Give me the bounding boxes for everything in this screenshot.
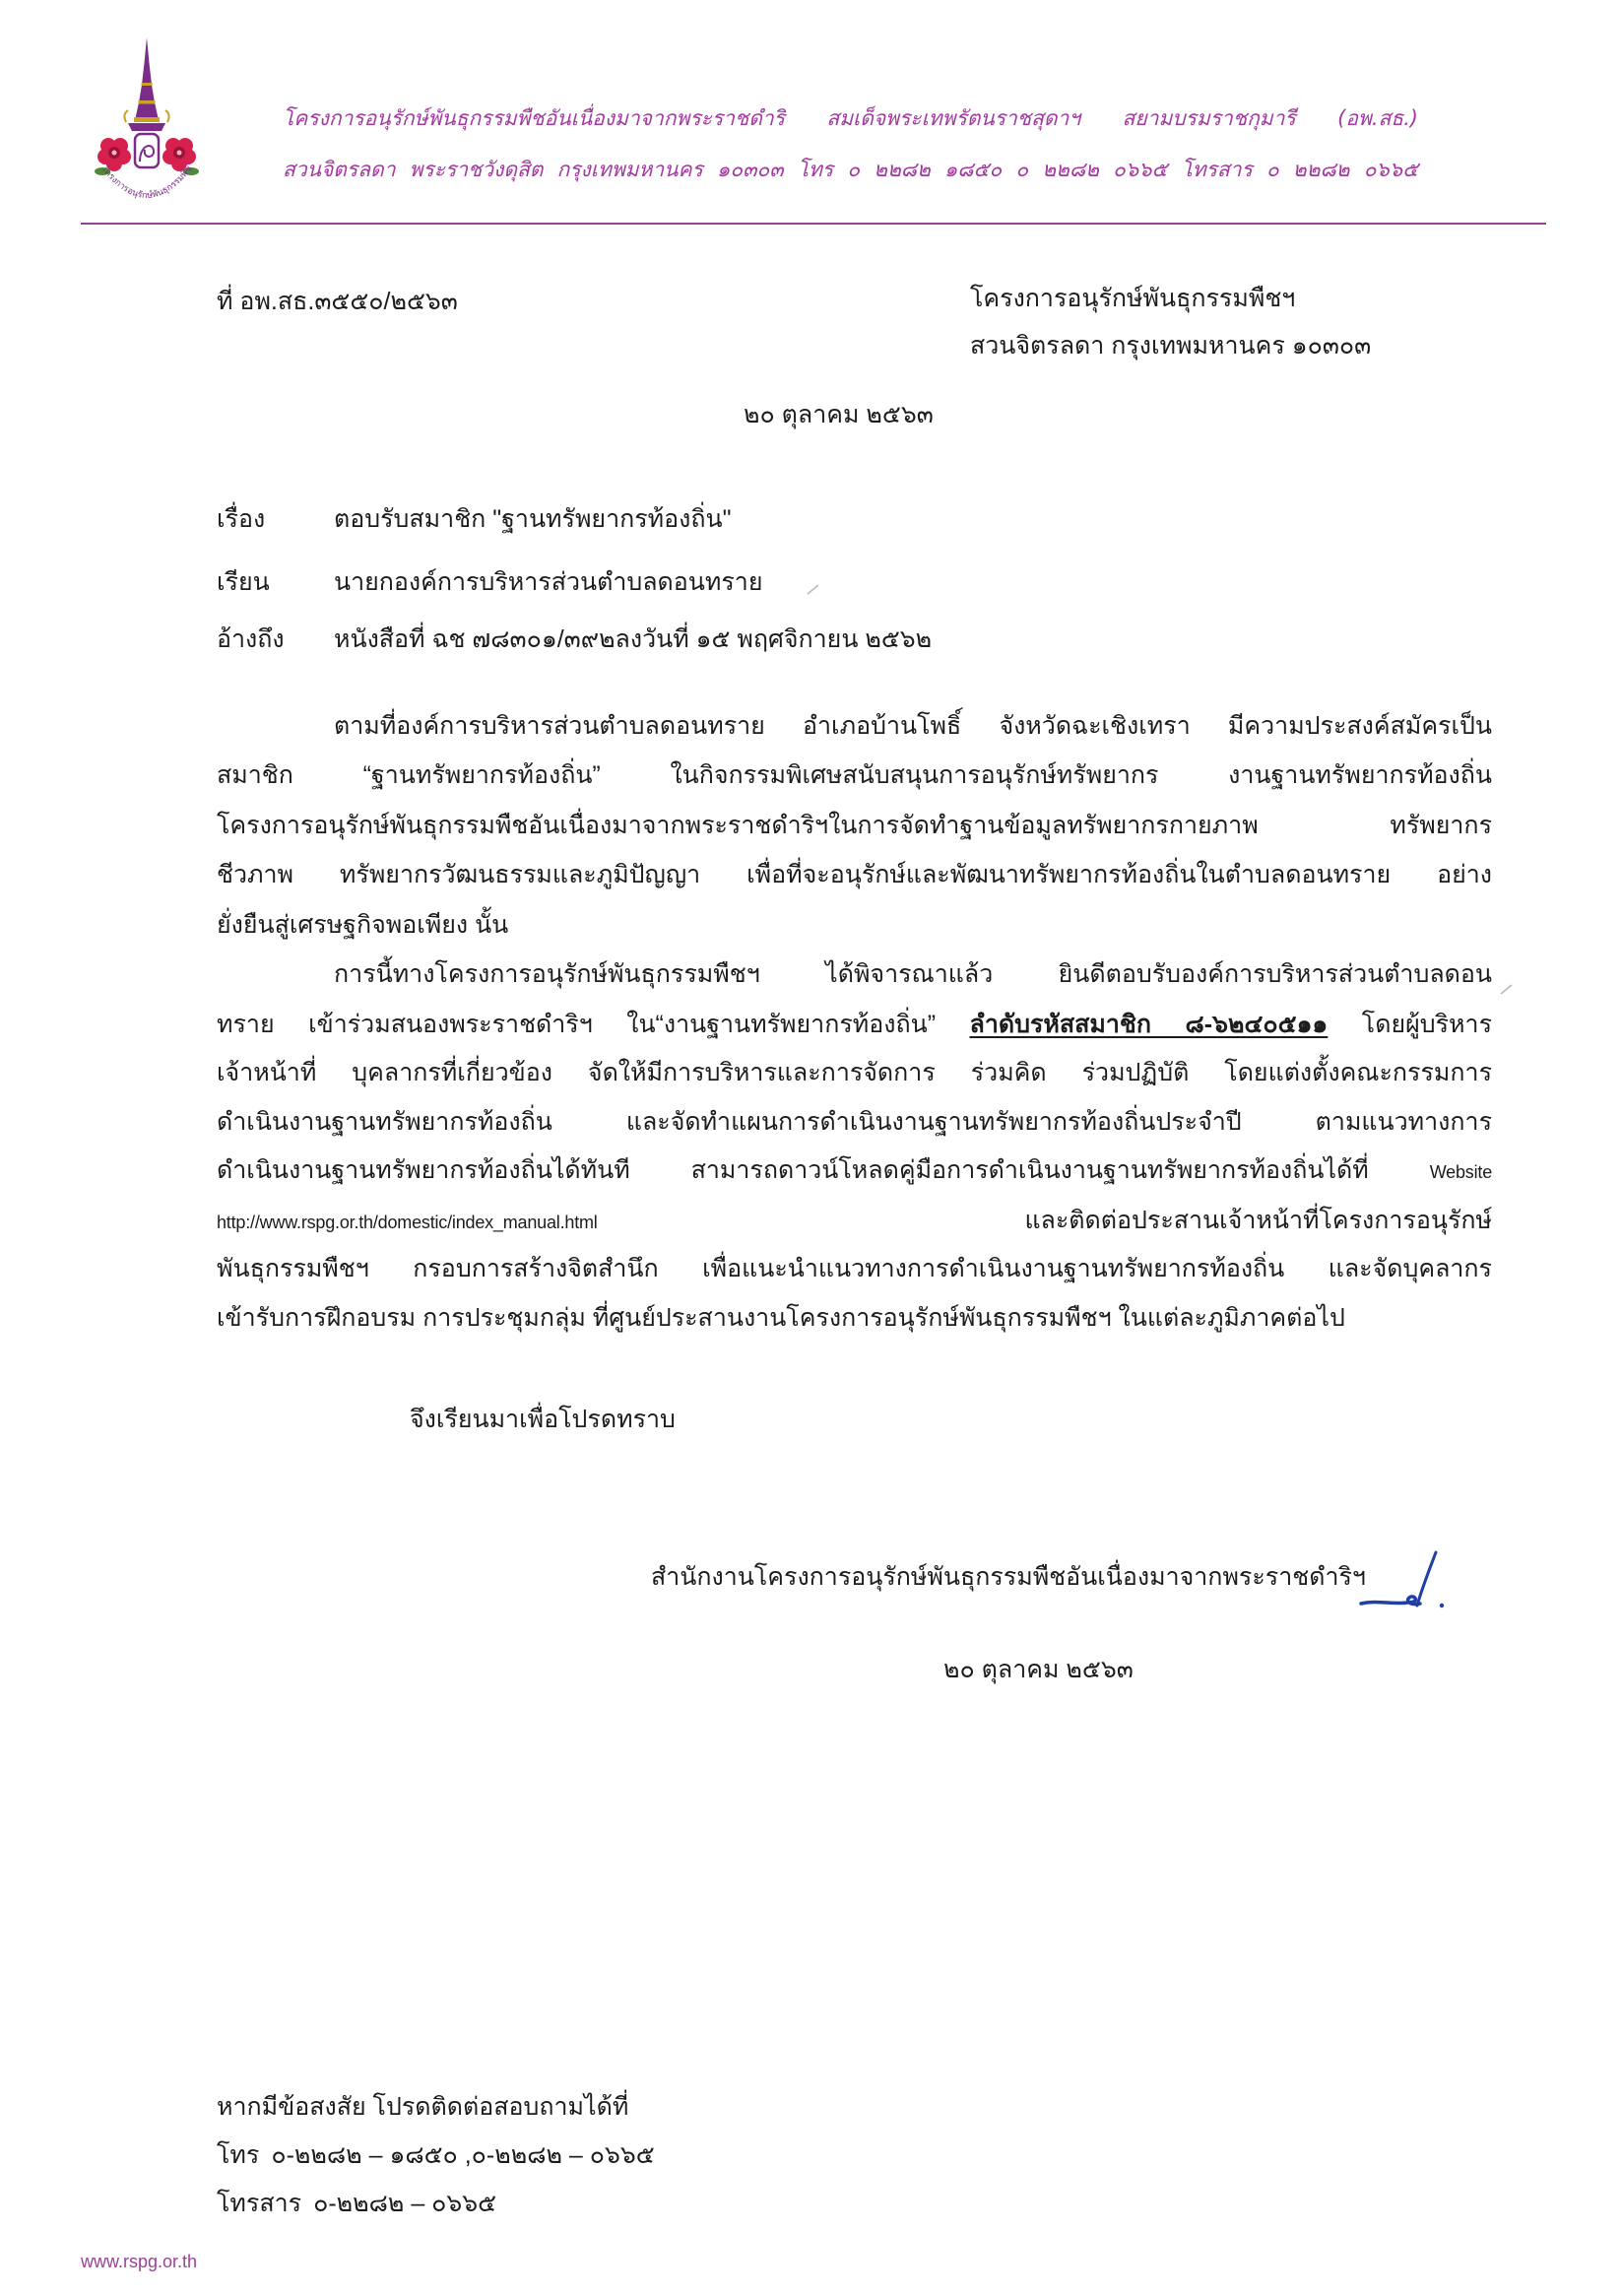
manual-url: http://www.rspg.or.th/domestic/index_manual.html	[217, 1213, 598, 1232]
paragraph-line	[217, 1150, 1492, 1190]
reference-label: อ้างถึง	[217, 625, 285, 653]
recipient-text: นายกองค์การบริหารส่วนตำบลดอนทราย	[334, 568, 763, 596]
contact-phone-row	[217, 2135, 655, 2175]
paragraph-line: การนี้ทางโครงการอนุรักษ์พันธุกรรมพืชฯ ได้พิจารณาแล้ว ยินดีตอบรับองค์การบริหารส่วนตำบลดอน	[334, 960, 1492, 988]
paragraph-line: ตามที่องค์การบริหารส่วนตำบลดอนทราย อำเภอบ้านโพธิ์ จังหวัดฉะเชิงเทรา มีความประสงค์สมัครเป็น	[334, 712, 1492, 740]
recipient-label: เรียน	[217, 568, 270, 596]
logo-monogram	[135, 134, 159, 167]
paragraph-line	[217, 1005, 1492, 1044]
signed-date: ๒๐ ตุลาคม ๒๕๖๓	[943, 1656, 1134, 1683]
letterhead-project-name: โครงการอนุรักษ์พันธุกรรมพืชอันเนื่องมาจากพระราชดำริ สมเด็จพระเทพรัตนราชสุดาฯ สยามบรมราชกุมารี (อพ.สธ.)	[283, 106, 1418, 130]
letter-date: ๒๐ ตุลาคม ๒๕๖๓	[744, 401, 934, 428]
pencil-mark	[1499, 981, 1515, 997]
fax-label: โทรสาร	[217, 2190, 302, 2217]
paragraph-line: สมาชิก “ฐานทรัพยากรท้องถิ่น” ในกิจกรรมพิเศษสนับสนุนการอนุรักษ์ทรัพยากร งานฐานทรัพยากรท้องถิ่น	[217, 761, 1492, 789]
paragraph-text: โดยผู้บริหาร	[1328, 1011, 1492, 1038]
contact-fax-row	[217, 2184, 496, 2223]
subject-text: ตอบรับสมาชิก "ฐานทรัพยากรท้องถิ่น"	[334, 505, 732, 533]
paragraph-text: ทราย เข้าร่วมสนองพระราชดำริฯ ใน“งานฐานทรัพยากรท้องถิ่น”	[217, 1011, 970, 1038]
contact-intro: หากมีข้อสงสัย โปรดติดต่อสอบถามได้ที่	[217, 2093, 629, 2121]
website-word: Website	[1429, 1162, 1492, 1182]
sender-address-line-1: โครงการอนุรักษ์พันธุกรรมพืชฯ	[970, 285, 1296, 312]
project-logo	[83, 33, 211, 213]
logo-lettering-path: โครงการอนุรักษ์พันธุกรรมพืช	[98, 164, 195, 202]
logo-spire	[124, 37, 168, 131]
handwritten-signature	[1355, 1546, 1454, 1617]
letterhead-address: สวนจิตรลดา พระราชวังดุสิต กรุงเทพมหานคร ๑๐๓๐๓ โทร ๐ ๒๒๘๒ ๑๘๕๐ ๐ ๒๒๘๒ ๐๖๖๕ โทรสาร ๐ ๒๒๘๒ ๐๖๖๕	[283, 158, 1418, 181]
signatory-office: สำนักงานโครงการอนุรักษ์พันธุกรรมพืชอันเนื่องมาจากพระราชดำริฯ	[651, 1563, 1366, 1591]
letterhead-divider	[81, 223, 1546, 225]
fax-number: ๐-๒๒๘๒ – ๐๖๖๕	[313, 2190, 497, 2217]
phone-label: โทร	[217, 2141, 260, 2169]
phone-number: ๐-๒๒๘๒ – ๑๘๕๐ ,๐-๒๒๘๒ – ๐๖๖๕	[271, 2141, 655, 2169]
closing-phrase: จึงเรียนมาเพื่อโปรดทราบ	[410, 1406, 676, 1433]
paragraph-line: เข้ารับการฝึกอบรม การประชุมกลุ่ม ที่ศูนย์ประสานงานโครงการอนุรักษ์พันธุกรรมพืชฯ ในแต่ละภูมิภาคต่อไป	[217, 1304, 1345, 1332]
subject-label: เรื่อง	[217, 505, 266, 533]
paragraph-line: เจ้าหน้าที่ บุคลากรที่เกี่ยวข้อง จัดให้มีการบริหารและการจัดการ ร่วมคิด ร่วมปฏิบัติ โดยแต่งตั้งคณะกรรมการ	[217, 1059, 1492, 1086]
member-code: ลำดับรหัสสมาชิก ๘-๖๒๔๐๕๑๑	[969, 1011, 1329, 1038]
footer-website: www.rspg.or.th	[81, 2252, 198, 2271]
reference-number: ที่ อพ.สธ.๓๕๕๐/๒๕๖๓	[217, 288, 458, 315]
paragraph-text: และติดต่อประสานเจ้าหน้าที่โครงการอนุรักษ์	[597, 1207, 1492, 1234]
paragraph-text: ดำเนินงานฐานทรัพยากรท้องถิ่นได้ทันที สามารถดาวน์โหลดคู่มือการดำเนินงานฐานทรัพยากรท้องถิ่นได้ที่	[217, 1156, 1430, 1184]
pencil-mark	[806, 581, 821, 597]
reference-text: หนังสือที่ ฉช ๗๘๓๐๑/๓๙๒ลงวันที่ ๑๕ พฤศจิกายน ๒๕๖๒	[334, 625, 933, 653]
paragraph-line: ชีวภาพ ทรัพยากรวัฒนธรรมและภูมิปัญญา เพื่อที่จะอนุรักษ์และพัฒนาทรัพยากรท้องถิ่นในตำบลดอนทราย อย่าง	[217, 861, 1492, 888]
paragraph-line: โครงการอนุรักษ์พันธุกรรมพืชอันเนื่องมาจากพระราชดำริฯในการจัดทำฐานข้อมูลทรัพยากรกายภาพ ทรัพยากร	[217, 812, 1492, 839]
sender-address-line-2: สวนจิตรลดา กรุงเทพมหานคร ๑๐๓๐๓	[970, 332, 1372, 360]
paragraph-line: ดำเนินงานฐานทรัพยากรท้องถิ่น และจัดทำแผนการดำเนินงานฐานทรัพยากรท้องถิ่นประจำปี ตามแนวทางการ	[217, 1108, 1492, 1136]
paragraph-line: ยั่งยืนสู่เศรษฐกิจพอเพียง นั้น	[217, 911, 509, 939]
paragraph-line: พันธุกรรมพืชฯ กรอบการสร้างจิตสำนึก เพื่อแนะนำแนวทางการดำเนินงานฐานทรัพยากรท้องถิ่น และจัดบุคลากร	[217, 1255, 1492, 1282]
paragraph-line	[217, 1201, 1492, 1240]
